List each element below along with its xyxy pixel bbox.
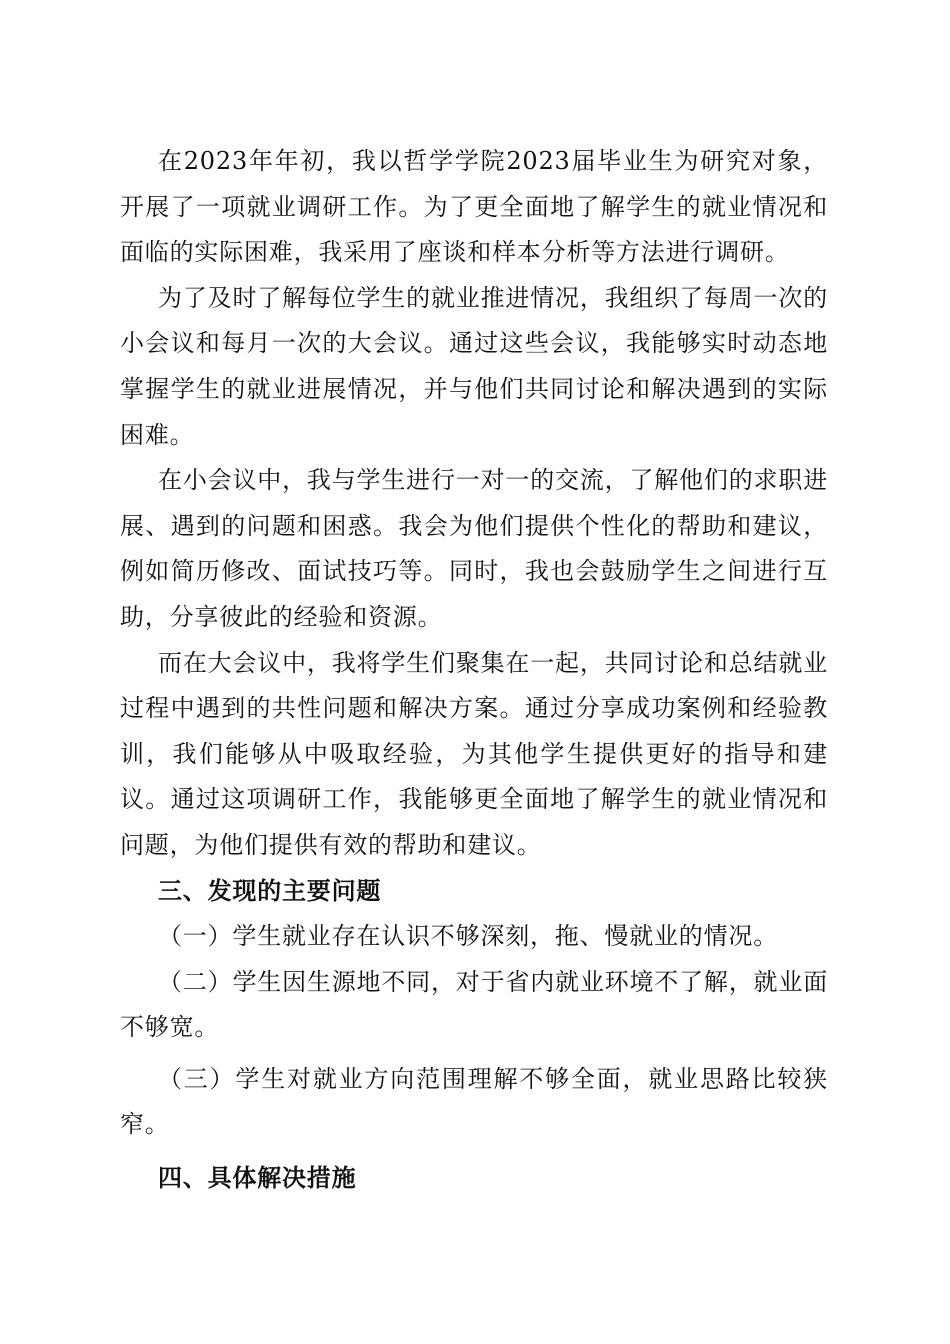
problem-item-2: （二）学生因生源地不同，对于省内就业环境不了解，就业面不够宽。: [120, 967, 828, 1042]
section-heading-main-problems: 三、发现的主要问题: [158, 876, 382, 905]
section-heading-solutions: 四、具体解决措施: [158, 1164, 357, 1193]
document-page: [120, 139, 828, 1202]
paragraph-research-intro: 在2023年年初，我以哲学学院2023届毕业生为研究对象，开展了一项就业调研工作。为了更全面地了解学生的就业情况和面临的实际困难，我采用了座谈和样本分析等方法进行调研。: [120, 147, 828, 267]
paragraph-meetings: 为了及时了解每位学生的就业推进情况，我组织了每周一次的小会议和每月一次的大会议。通过这些会议，我能够实时动态地掌握学生的就业进展情况，并与他们共同讨论和解决遇到的实际困难。: [120, 283, 828, 449]
paragraph-large-meetings: 而在大会议中，我将学生们聚集在一起，共同讨论和总结就业过程中遇到的共性问题和解决方案。通过分享成功案例和经验教训，我们能够从中吸取经验，为其他学生提供更好的指导和建议。通过这项调研工作，我能够更全面地了解学生的就业情况和问题，为他们提供有效的帮助和建议。: [120, 648, 828, 859]
paragraph-small-meetings: 在小会议中，我与学生进行一对一的交流，了解他们的求职进展、遇到的问题和困惑。我会为他们提供个性化的帮助和建议，例如简历修改、面试技巧等。同时，我也会鼓励学生之间进行互助，分享彼此的经验和资源。: [120, 466, 828, 631]
problem-item-1: （一）学生就业存在认识不够深刻，拖、慢就业的情况。: [158, 922, 778, 951]
problem-item-3: （三）学生对就业方向范围理解不够全面，就业思路比较狭窄。: [120, 1064, 828, 1139]
